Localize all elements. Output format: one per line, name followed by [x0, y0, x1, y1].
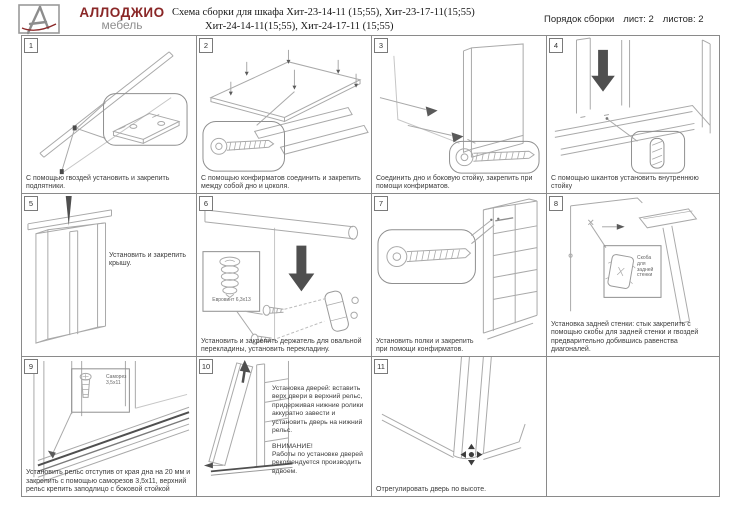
oval-rail-diagram [197, 194, 371, 356]
warning-text: Работы по установке дверей рекомендуется производить вдвоем. [272, 450, 363, 475]
warning-title: ВНИМАНИЕ! [272, 442, 313, 450]
brand-subtitle: мебель [101, 18, 143, 32]
side-panel-diagram [372, 36, 546, 193]
step-number: 1 [24, 38, 38, 53]
inner-upright-diagram [547, 36, 719, 193]
title-line-2: Хит-24-14-11(15;55), Хит-24-17-11 (15;55) [205, 20, 394, 32]
step-caption: Установить и закрепить держатель для овальной перекладины, установить перекладину. [201, 337, 362, 353]
door-adjust-diagram [372, 357, 546, 496]
step-panel-2 [197, 36, 372, 194]
part-label: Скоба для задней стенки [637, 255, 654, 279]
step-panel-11 [372, 357, 547, 496]
step-number: 10 [199, 359, 213, 374]
step-caption-block [272, 385, 367, 476]
step-caption: Установка задней стенки: стык закрепить с помощью скобы для задней стенки и гвоздей предварительно добившись равенства диагоналей. [551, 321, 699, 353]
step-number: 2 [199, 38, 213, 53]
brand-name: АЛЛОДЖИО [79, 5, 165, 20]
step-panel-5 [22, 194, 197, 357]
part-label: Евровинт 6,3х13 [212, 297, 251, 303]
sheets-total: листов: 2 [662, 14, 704, 25]
step-caption: С помощью конфирматов соединить и закрепить между собой дно и цоколя. [201, 174, 361, 190]
step-number: 5 [24, 196, 38, 211]
step-panel-1 [22, 36, 197, 194]
top-panel-diagram [22, 194, 196, 356]
step-caption: Соединить дно и боковую стойку, закрепить при помощи конфирматов. [376, 174, 533, 190]
step-caption: С помощью шкантов установить внутреннюю стойку [551, 174, 699, 190]
step-panel-3 [372, 36, 547, 194]
step-panel-7 [372, 194, 547, 357]
empty-panel [547, 357, 719, 496]
step-panel-10 [197, 357, 372, 496]
height-adjuster-icon [460, 444, 482, 466]
step-number: 7 [374, 196, 388, 211]
bottom-plinth-diagram [197, 36, 371, 193]
glide-foot-diagram [22, 36, 196, 193]
order-label: Порядок сборки [544, 14, 615, 25]
step-panel-9 [22, 357, 197, 496]
step-number: 3 [374, 38, 388, 53]
part-label: Саморез 3,5х11 [106, 374, 127, 386]
step-number: 4 [549, 38, 563, 53]
step-caption: Установить рельс отступив от края дна на 20 мм и закрепить с помощью саморезов 3,5х11, верхний рельс крепить заподлицо с боковой стойкой [26, 469, 191, 493]
step-caption: С помощью гвоздей установить и закрепить подпятники. [26, 174, 170, 190]
step-number: 6 [199, 196, 213, 211]
step-number: 8 [549, 196, 563, 211]
title-line-1: Схема сборки для шкафа Хит-23-14-11 (15;55), Хит-23-17-11(15;55) [172, 7, 475, 18]
step-caption: Установить полки и закрепить при помощи конфирматов. [376, 337, 474, 353]
step-caption: Отрегулировать дверь по высоте. [376, 485, 487, 493]
step-number: 11 [374, 359, 388, 374]
step-panel-6 [197, 194, 372, 357]
rail-bracket-icon [324, 290, 350, 333]
brand-logo [18, 4, 62, 35]
step-caption: Установить и закрепить крышу. [109, 252, 187, 268]
step-panel-8 [547, 194, 719, 357]
steps-grid [21, 35, 720, 497]
page-title [172, 6, 544, 33]
brand-text [64, 5, 180, 32]
step-caption: Установка дверей: вставить верх двери в верхний рельс, придерживая нижние ролики аккуратно завести и установить дверь на нижний рельс. [272, 385, 364, 435]
step-number: 9 [24, 359, 38, 374]
shelves-diagram [372, 194, 546, 356]
sheet-number: лист: 2 [623, 14, 654, 25]
back-wall-bracket-icon [604, 253, 637, 289]
step-panel-4 [547, 36, 719, 194]
sheet-info [544, 14, 713, 25]
